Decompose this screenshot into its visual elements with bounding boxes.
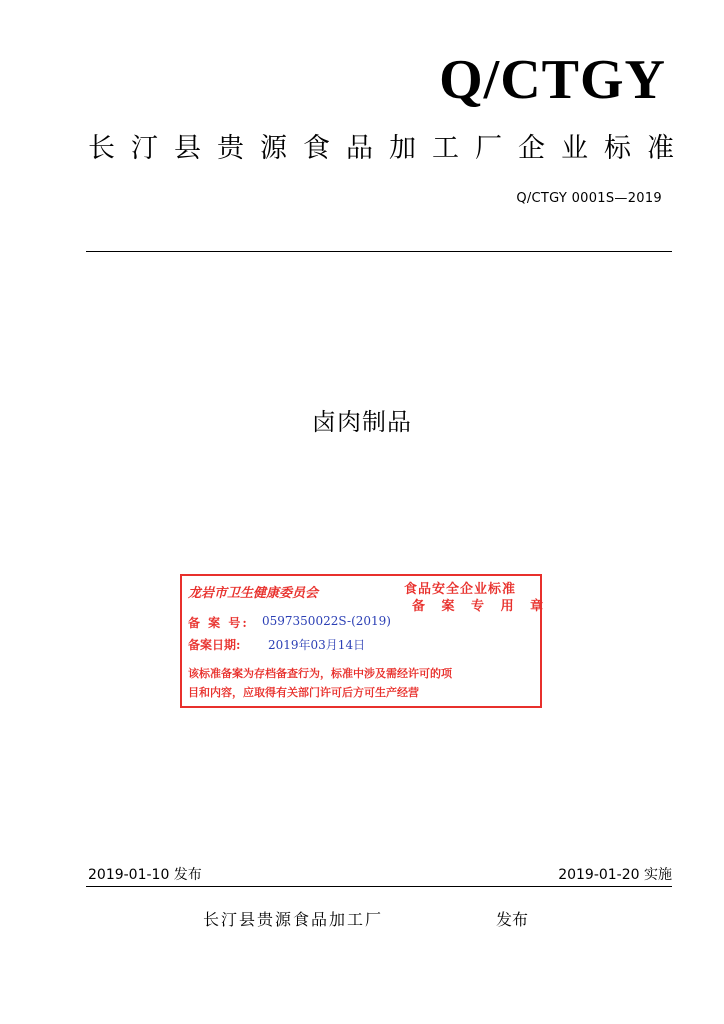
title-char: 县: [174, 133, 201, 164]
title-char: 食: [303, 133, 330, 164]
title-char: 汀: [131, 133, 158, 164]
effective-date: 2019-01-20 实施: [558, 867, 672, 883]
title-char: 标: [604, 133, 631, 164]
stamp-committee: 龙岩市卫生健康委员会: [188, 586, 319, 601]
stamp-registration-value: 0597350022S-(2019): [262, 614, 391, 628]
title-char: 准: [647, 133, 674, 164]
stamp-date-label: 备案日期:: [188, 638, 241, 652]
issue-date: 2019-01-10 发布: [88, 867, 202, 883]
title-char: 企: [518, 133, 545, 164]
document-title: 卤肉制品: [312, 408, 412, 436]
issuer-name: 长汀县贵源食品加工厂: [203, 910, 384, 929]
stamp-date-value: 2019年03月14日: [268, 638, 366, 652]
bottom-divider: [86, 886, 672, 887]
title-char: 源: [260, 133, 287, 164]
title-char: 加: [389, 133, 416, 164]
issuer-verb: 发布: [496, 910, 529, 929]
filing-stamp: [180, 574, 550, 708]
organization-standard-title: [88, 134, 674, 164]
stamp-seal-line2: 备 案 专 用 章: [412, 599, 550, 614]
stamp-registration-label: 备 案 号:: [188, 616, 249, 630]
top-divider: [86, 251, 672, 252]
title-char: 贵: [217, 133, 244, 164]
title-char: 长: [88, 133, 115, 164]
title-char: 品: [346, 133, 373, 164]
standard-number: Q/CTGY 0001S—2019: [516, 191, 662, 206]
title-char: 业: [561, 133, 588, 164]
stamp-seal-line1: 食品安全企业标准: [404, 582, 517, 597]
stamp-note-line2: 目和内容，应取得有关部门许可后方可生产经营: [188, 686, 419, 699]
stamp-note-line1: 该标准备案为存档备查行为，标准中涉及需经许可的项: [188, 667, 452, 680]
title-char: 工: [432, 133, 459, 164]
title-char: 厂: [475, 133, 502, 164]
standard-code: Q/CTGY: [439, 49, 666, 111]
